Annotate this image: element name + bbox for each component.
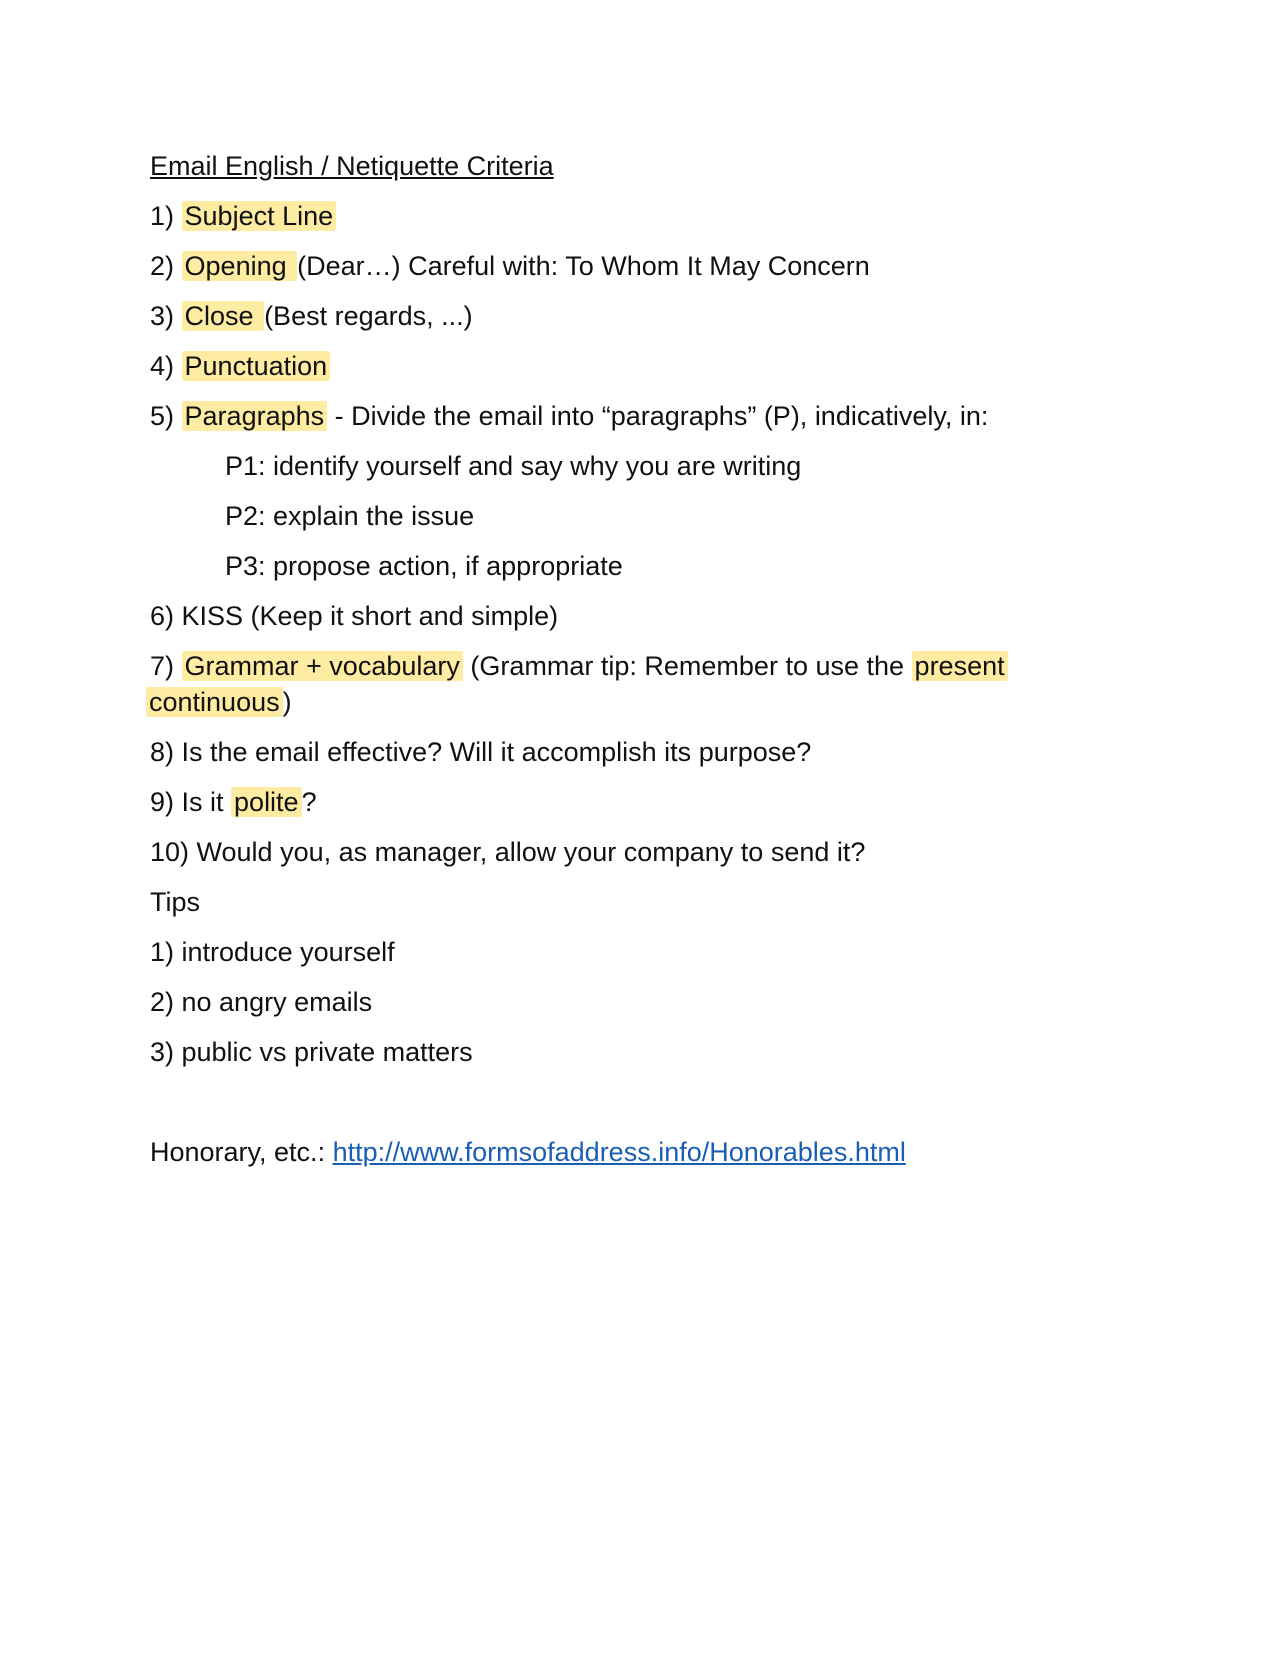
highlighted-term: Punctuation xyxy=(182,351,331,381)
tip-3: 3) public vs private matters xyxy=(150,1037,473,1067)
criterion-text: (Dear…) Careful with: To Whom It May Concern xyxy=(297,251,870,281)
criterion-text: - Divide the email into “paragraphs” (P), indicatively, in: xyxy=(327,401,989,431)
criterion-number: 9) Is it xyxy=(150,787,224,817)
criterion-9 xyxy=(150,784,317,820)
highlighted-term: Grammar + vocabulary xyxy=(182,651,463,681)
criterion-10: 10) Would you, as manager, allow your company to send it? xyxy=(150,837,866,867)
honorary-line xyxy=(150,1134,906,1170)
criterion-number: 7) xyxy=(150,651,175,681)
criterion-5 xyxy=(150,398,988,434)
criterion-text: (Grammar tip: Remember to use the xyxy=(470,651,905,681)
page-title: Email English / Netiquette Criteria xyxy=(150,151,554,181)
criterion-number: 1) xyxy=(150,201,175,231)
highlighted-term: polite xyxy=(231,787,302,817)
tip-2: 2) no angry emails xyxy=(150,987,373,1017)
criterion-number: 5) xyxy=(150,401,175,431)
tip-1: 1) introduce yourself xyxy=(150,937,395,967)
criterion-text: ? xyxy=(301,787,317,817)
criterion-1 xyxy=(150,198,336,234)
highlighted-term: present xyxy=(912,651,1008,681)
honorables-link[interactable]: http://www.formsofaddress.info/Honorables.html xyxy=(332,1137,906,1167)
highlighted-term: Opening xyxy=(182,251,298,281)
highlighted-term: Paragraphs xyxy=(182,401,328,431)
paragraph-p2: P2: explain the issue xyxy=(225,501,475,531)
criterion-7-continued xyxy=(146,684,292,720)
criterion-2 xyxy=(150,248,870,284)
criterion-3 xyxy=(150,298,473,334)
highlighted-term: Subject Line xyxy=(182,201,337,231)
highlighted-term: Close xyxy=(182,301,265,331)
criterion-6: 6) KISS (Keep it short and simple) xyxy=(150,601,559,631)
criterion-text: ) xyxy=(282,687,292,717)
criterion-number: 2) xyxy=(150,251,175,281)
criterion-number: 3) xyxy=(150,301,175,331)
criterion-8: 8) Is the email effective? Will it accomplish its purpose? xyxy=(150,737,812,767)
criterion-4 xyxy=(150,348,330,384)
tips-heading: Tips xyxy=(150,887,201,917)
paragraph-p3: P3: propose action, if appropriate xyxy=(225,551,623,581)
criterion-7 xyxy=(150,648,1008,684)
honorary-label: Honorary, etc.: xyxy=(150,1137,333,1167)
criterion-text: (Best regards, ...) xyxy=(264,301,473,331)
paragraph-p1: P1: identify yourself and say why you are writing xyxy=(225,451,802,481)
criterion-number: 4) xyxy=(150,351,175,381)
highlighted-term: continuous xyxy=(146,687,283,717)
